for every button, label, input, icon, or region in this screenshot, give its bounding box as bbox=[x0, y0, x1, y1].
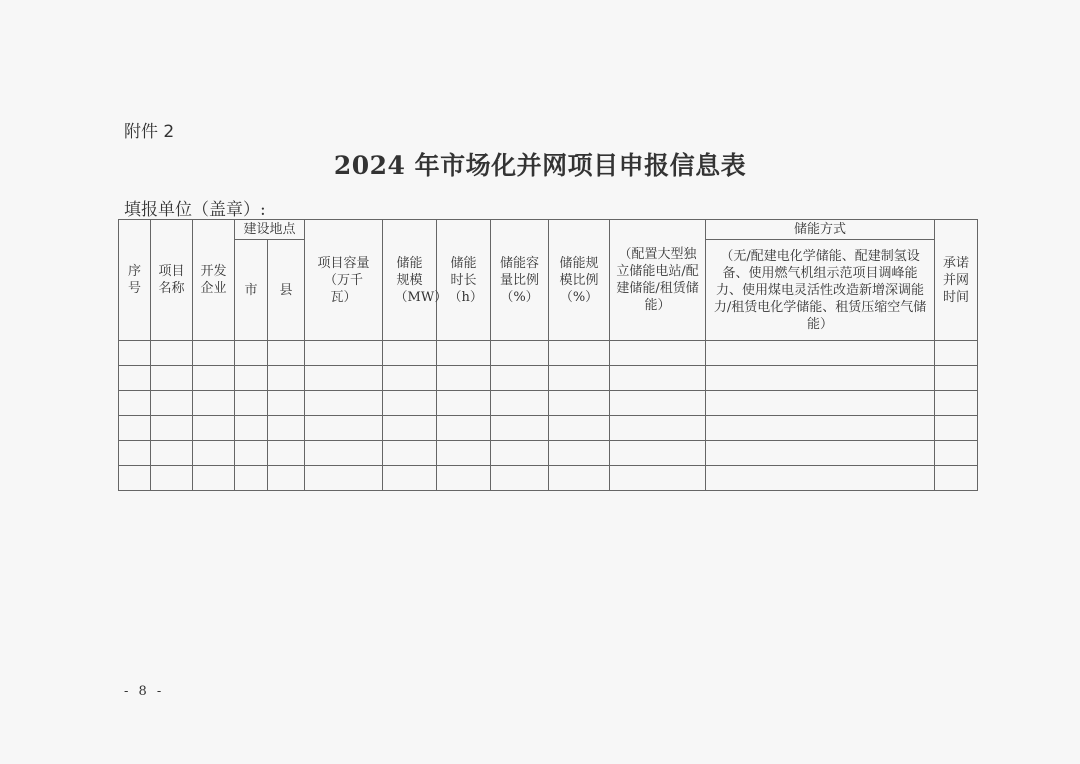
header-location: 建设地点 bbox=[235, 220, 305, 240]
table-cell[interactable] bbox=[935, 366, 978, 391]
table-cell[interactable] bbox=[383, 341, 437, 366]
table-cell[interactable] bbox=[549, 441, 610, 466]
table-cell[interactable] bbox=[610, 391, 706, 416]
table-cell[interactable] bbox=[151, 366, 193, 391]
table-cell[interactable] bbox=[383, 366, 437, 391]
header-config-text: （配置大型独立储能电站/配建储能/租赁储能） bbox=[616, 247, 699, 313]
table-cell[interactable] bbox=[706, 441, 935, 466]
table-cell[interactable] bbox=[119, 441, 151, 466]
table-cell[interactable] bbox=[491, 391, 549, 416]
table-cell[interactable] bbox=[119, 366, 151, 391]
table-cell[interactable] bbox=[151, 391, 193, 416]
table-cell[interactable] bbox=[193, 441, 235, 466]
table-cell[interactable] bbox=[235, 341, 268, 366]
table-cell[interactable] bbox=[151, 416, 193, 441]
header-config bbox=[610, 220, 706, 341]
table-cell[interactable] bbox=[383, 441, 437, 466]
table-cell[interactable] bbox=[935, 341, 978, 366]
table-cell[interactable] bbox=[305, 466, 383, 491]
table-cell[interactable] bbox=[235, 366, 268, 391]
table-cell[interactable] bbox=[935, 391, 978, 416]
table-cell[interactable] bbox=[491, 441, 549, 466]
table-cell[interactable] bbox=[549, 391, 610, 416]
header-storage-duration bbox=[437, 220, 491, 341]
header-capacity bbox=[305, 220, 383, 341]
table-cell[interactable] bbox=[119, 341, 151, 366]
table-cell[interactable] bbox=[235, 416, 268, 441]
table-cell[interactable] bbox=[935, 441, 978, 466]
table-row bbox=[119, 366, 978, 391]
table-cell[interactable] bbox=[268, 341, 305, 366]
table-cell[interactable] bbox=[268, 366, 305, 391]
table-cell[interactable] bbox=[383, 466, 437, 491]
application-form-table bbox=[118, 219, 978, 491]
attachment-label: 附件 2 bbox=[124, 122, 175, 142]
table-cell[interactable] bbox=[610, 366, 706, 391]
table-cell[interactable] bbox=[151, 441, 193, 466]
table-cell[interactable] bbox=[706, 416, 935, 441]
header-project-name bbox=[151, 220, 193, 341]
table-cell[interactable] bbox=[151, 341, 193, 366]
table-cell[interactable] bbox=[193, 391, 235, 416]
fill-unit-label: 填报单位（盖章）: bbox=[124, 200, 266, 220]
table-cell[interactable] bbox=[935, 416, 978, 441]
table-cell[interactable] bbox=[491, 416, 549, 441]
header-seq-text: 序号 bbox=[127, 264, 141, 296]
table-cell[interactable] bbox=[193, 416, 235, 441]
table-cell[interactable] bbox=[305, 366, 383, 391]
header-storage-method: 储能方式 bbox=[706, 220, 935, 240]
table-cell[interactable] bbox=[437, 441, 491, 466]
header-commit-time-text: 承诺并网时间 bbox=[943, 255, 970, 305]
table-cell[interactable] bbox=[706, 466, 935, 491]
table-cell[interactable] bbox=[119, 466, 151, 491]
header-scale-ratio bbox=[549, 220, 610, 341]
table-cell[interactable] bbox=[268, 391, 305, 416]
table-cell[interactable] bbox=[706, 366, 935, 391]
header-developer bbox=[193, 220, 235, 341]
table-cell[interactable] bbox=[706, 391, 935, 416]
table-cell[interactable] bbox=[383, 416, 437, 441]
header-storage-scale-text: 储能规模（MW） bbox=[394, 255, 448, 305]
page-title: 2024 年市场化并网项目申报信息表 bbox=[333, 151, 747, 180]
table-cell[interactable] bbox=[268, 466, 305, 491]
table-cell[interactable] bbox=[437, 466, 491, 491]
table-cell[interactable] bbox=[610, 416, 706, 441]
header-county: 县 bbox=[268, 240, 305, 341]
table-cell[interactable] bbox=[119, 416, 151, 441]
page-number: - 8 - bbox=[124, 684, 165, 699]
header-method-detail-text: （无/配建电化学储能、配建制氢设备、使用燃气机组示范项目调峰能力、使用煤电灵活性改造新增深调能力/租赁电化学储能、租赁压缩空气储能） bbox=[713, 248, 927, 332]
header-capacity-ratio bbox=[491, 220, 549, 341]
table-cell[interactable] bbox=[119, 391, 151, 416]
header-city: 市 bbox=[235, 240, 268, 341]
table-cell[interactable] bbox=[193, 366, 235, 391]
table-cell[interactable] bbox=[610, 341, 706, 366]
table-row bbox=[119, 441, 978, 466]
table-cell[interactable] bbox=[383, 391, 437, 416]
header-storage-scale bbox=[383, 220, 448, 341]
table-cell[interactable] bbox=[549, 466, 610, 491]
table-cell[interactable] bbox=[193, 466, 235, 491]
table-cell[interactable] bbox=[151, 466, 193, 491]
table-cell[interactable] bbox=[235, 441, 268, 466]
header-method-detail bbox=[706, 240, 935, 341]
table-cell[interactable] bbox=[610, 466, 706, 491]
table-cell[interactable] bbox=[437, 391, 491, 416]
table-cell[interactable] bbox=[491, 466, 549, 491]
header-scale-ratio-text: 储能规模比例（%） bbox=[559, 255, 599, 305]
table-cell[interactable] bbox=[706, 341, 935, 366]
header-project-name-text: 项目名称 bbox=[158, 264, 185, 296]
table-row bbox=[119, 416, 978, 441]
table-cell[interactable] bbox=[549, 416, 610, 441]
header-commit-time bbox=[935, 220, 978, 341]
header-developer-text: 开发企业 bbox=[200, 264, 227, 296]
table-row bbox=[119, 341, 978, 366]
table-cell[interactable] bbox=[235, 466, 268, 491]
table-row bbox=[119, 391, 978, 416]
table-cell[interactable] bbox=[305, 441, 383, 466]
table-cell[interactable] bbox=[305, 391, 383, 416]
table-cell[interactable] bbox=[491, 341, 549, 366]
table-cell[interactable] bbox=[437, 366, 491, 391]
header-capacity-text: 项目容量（万千瓦） bbox=[317, 255, 370, 305]
table-cell[interactable] bbox=[268, 416, 305, 441]
table-cell[interactable] bbox=[268, 441, 305, 466]
table-cell[interactable] bbox=[193, 341, 235, 366]
table-cell[interactable] bbox=[235, 391, 268, 416]
table-cell[interactable] bbox=[549, 366, 610, 391]
header-capacity-ratio-text: 储能容量比例（%） bbox=[500, 255, 540, 305]
table-cell[interactable] bbox=[549, 341, 610, 366]
table-cell[interactable] bbox=[491, 366, 549, 391]
header-storage-duration-text: 储能时长（h） bbox=[448, 255, 483, 305]
table-cell[interactable] bbox=[305, 416, 383, 441]
table-cell[interactable] bbox=[305, 341, 383, 366]
table-cell[interactable] bbox=[935, 466, 978, 491]
table-cell[interactable] bbox=[610, 441, 706, 466]
table-cell[interactable] bbox=[437, 341, 491, 366]
table-cell[interactable] bbox=[437, 416, 491, 441]
header-seq bbox=[119, 220, 151, 341]
table-row bbox=[119, 466, 978, 491]
